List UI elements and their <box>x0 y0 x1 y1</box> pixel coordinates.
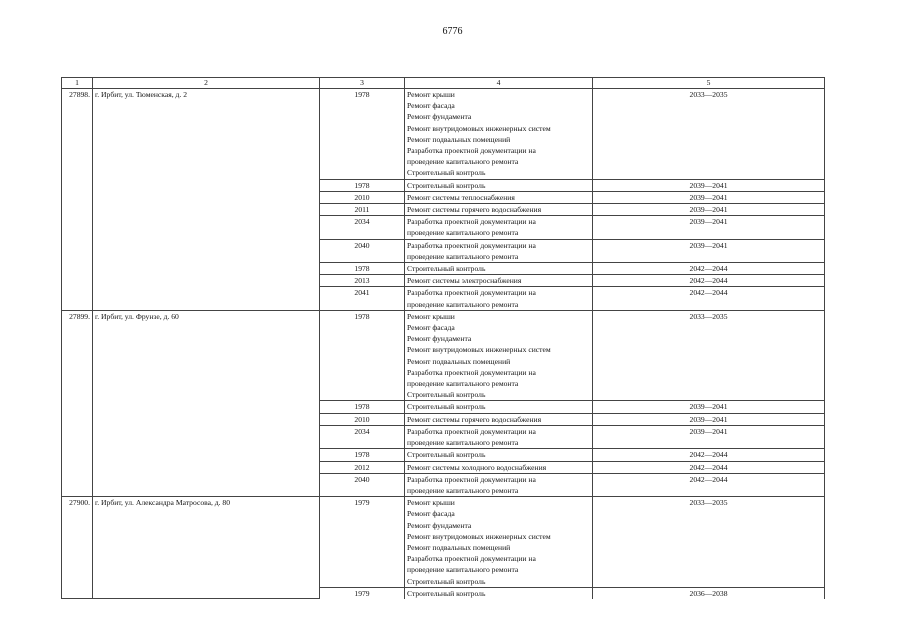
work-types <box>405 587 593 599</box>
planned-period: 2039—2041 <box>593 425 825 448</box>
planned-period: 2033—2035 <box>593 497 825 588</box>
planned-period: 2042—2044 <box>593 275 825 287</box>
work-type-line: Ремонт подвальных помещений <box>407 542 511 552</box>
work-types <box>405 179 593 191</box>
work-type-line: Ремонт фундамента <box>407 112 472 122</box>
work-types <box>405 449 593 461</box>
planned-period: 2039—2041 <box>593 239 825 262</box>
work-type-line: Строительный контроль <box>407 168 486 178</box>
work-types <box>405 461 593 473</box>
column-number-4: 4 <box>405 78 593 89</box>
work-types <box>405 310 593 401</box>
planned-period: 2042—2044 <box>593 287 825 310</box>
commission-year: 2012 <box>320 461 405 473</box>
planned-period: 2039—2041 <box>593 179 825 191</box>
work-types <box>405 239 593 262</box>
entry-number: 27900. <box>62 497 93 599</box>
planned-period: 2042—2044 <box>593 263 825 275</box>
work-type-line: Строительный контроль <box>407 450 486 460</box>
work-types <box>405 413 593 425</box>
column-number-5: 5 <box>593 78 825 89</box>
planned-period: 2033—2035 <box>593 310 825 401</box>
work-type-line: Ремонт фундамента <box>407 520 472 530</box>
commission-year: 1979 <box>320 497 405 588</box>
commission-year: 1978 <box>320 263 405 275</box>
work-type-line: Ремонт крыши <box>407 498 455 508</box>
commission-year: 2011 <box>320 204 405 216</box>
table-row <box>62 310 825 401</box>
entry-address: г. Ирбит, ул. Александра Матросова, д. 80 <box>93 497 320 599</box>
work-types <box>405 497 593 588</box>
work-type-line: проведение капитального ремонта <box>407 485 519 495</box>
work-type-line: Ремонт системы теплоснабжения <box>407 192 515 202</box>
work-type-line: Ремонт фасада <box>407 509 455 519</box>
commission-year: 2034 <box>320 425 405 448</box>
work-type-line: Строительный контроль <box>407 402 486 412</box>
planned-period: 2039—2041 <box>593 191 825 203</box>
work-type-line: проведение капитального ремонта <box>407 438 519 448</box>
planned-period: 2039—2041 <box>593 413 825 425</box>
work-type-line: проведение капитального ремонта <box>407 565 519 575</box>
work-types <box>405 263 593 275</box>
work-type-line: Разработка проектной документации на <box>407 146 536 156</box>
work-type-line: проведение капитального ремонта <box>407 228 519 238</box>
work-type-line: Ремонт подвальных помещений <box>407 356 511 366</box>
work-type-line: Ремонт крыши <box>407 311 455 321</box>
work-type-line: Ремонт подвальных помещений <box>407 134 511 144</box>
work-types <box>405 401 593 413</box>
work-type-line: Разработка проектной документации на <box>407 240 536 250</box>
planned-period: 2033—2035 <box>593 89 825 180</box>
entry-address: г. Ирбит, ул. Фрунзе, д. 60 <box>93 310 320 496</box>
work-types <box>405 191 593 203</box>
commission-year: 2010 <box>320 191 405 203</box>
work-type-line: Ремонт крыши <box>407 90 455 99</box>
page-number: 6776 <box>442 26 463 37</box>
commission-year: 1979 <box>320 587 405 599</box>
planned-period: 2042—2044 <box>593 461 825 473</box>
work-type-line: Строительный контроль <box>407 264 486 274</box>
commission-year: 1978 <box>320 179 405 191</box>
work-type-line: проведение капитального ремонта <box>407 379 519 389</box>
planned-period: 2039—2041 <box>593 401 825 413</box>
planned-period: 2039—2041 <box>593 216 825 239</box>
work-type-line: Строительный контроль <box>407 576 486 586</box>
work-type-line: Ремонт фасада <box>407 101 455 111</box>
work-type-line: Ремонт системы горячего водоснабжения <box>407 205 542 215</box>
work-types <box>405 287 593 310</box>
planned-period: 2042—2044 <box>593 473 825 496</box>
entry-address: г. Ирбит, ул. Тюменская, д. 2 <box>93 89 320 311</box>
work-type-line: проведение капитального ремонта <box>407 157 519 167</box>
work-type-line: Разработка проектной документации на <box>407 554 536 564</box>
column-number-1: 1 <box>62 78 93 89</box>
commission-year: 1978 <box>320 401 405 413</box>
table-body <box>62 78 825 599</box>
table-row <box>62 497 825 588</box>
commission-year: 2040 <box>320 473 405 496</box>
work-type-line: проведение капитального ремонта <box>407 251 519 261</box>
work-type-line: Строительный контроль <box>407 588 486 598</box>
work-types <box>405 204 593 216</box>
work-type-line: Строительный контроль <box>407 390 486 400</box>
entry-number: 27898. <box>62 89 93 311</box>
work-types <box>405 89 593 180</box>
planned-period: 2042—2044 <box>593 449 825 461</box>
work-types <box>405 425 593 448</box>
column-number-2: 2 <box>93 78 320 89</box>
work-type-line: Разработка проектной документации на <box>407 426 536 436</box>
work-type-line: Разработка проектной документации на <box>407 217 536 227</box>
commission-year: 1978 <box>320 449 405 461</box>
commission-year: 1978 <box>320 89 405 180</box>
commission-year: 2013 <box>320 275 405 287</box>
work-type-line: Ремонт внутридомовых инженерных систем <box>407 123 551 133</box>
entry-number: 27899. <box>62 310 93 496</box>
work-type-line: Разработка проектной документации на <box>407 288 536 298</box>
work-type-line: Строительный контроль <box>407 180 486 190</box>
commission-year: 2010 <box>320 413 405 425</box>
work-types <box>405 275 593 287</box>
commission-year: 2041 <box>320 287 405 310</box>
planned-period: 2039—2041 <box>593 204 825 216</box>
capital-repair-table <box>61 77 825 599</box>
work-type-line: Ремонт фундамента <box>407 334 472 344</box>
work-type-line: Ремонт внутридомовых инженерных систем <box>407 345 551 355</box>
work-types <box>405 473 593 496</box>
commission-year: 2034 <box>320 216 405 239</box>
commission-year: 1978 <box>320 310 405 401</box>
column-number-3: 3 <box>320 78 405 89</box>
work-type-line: Ремонт внутридомовых инженерных систем <box>407 531 551 541</box>
work-type-line: Ремонт системы горячего водоснабжения <box>407 414 542 424</box>
work-type-line: Ремонт системы холодного водоснабжения <box>407 462 547 472</box>
planned-period: 2036—2038 <box>593 587 825 599</box>
work-type-line: Разработка проектной документации на <box>407 367 536 377</box>
work-type-line: Ремонт фасада <box>407 323 455 333</box>
table-row <box>62 89 825 180</box>
column-number-row <box>62 78 825 89</box>
commission-year: 2040 <box>320 239 405 262</box>
work-type-line: Ремонт системы электроснабжения <box>407 276 522 286</box>
work-type-line: Разработка проектной документации на <box>407 474 536 484</box>
work-type-line: проведение капитального ремонта <box>407 299 519 309</box>
work-types <box>405 216 593 239</box>
